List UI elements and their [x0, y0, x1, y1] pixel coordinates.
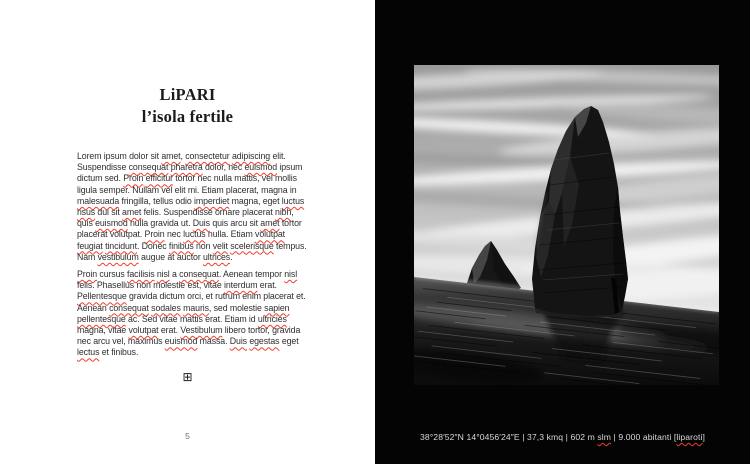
page-number: 5 — [185, 431, 190, 441]
misspelled-word: consequat — [109, 302, 149, 313]
misspelled-word: Duis — [192, 218, 210, 229]
misspelled-word: nisl — [284, 269, 298, 280]
misspelled-word: interdum — [224, 280, 258, 291]
body-text — [77, 151, 309, 365]
misspelled-word: velit — [212, 240, 228, 251]
paragraph: Proin cursus facilisis nisl a consequat. Aenean tempor nisl felis. Phasellus non molestie est, vitae interdum erat. Pellentesque gravida dictum orci, et rutrum enim placerat et. Aenean consequat sodales mauris, sed molestie sapien pellentesque ac. Sed vitae mattis erat. Etiam id ultricies magna, vitae volutpat erat. Vestibulum libero tortor, gravida nec arcu vel, maximus euismod massa. Duis egestas eget lectus et finibus. — [77, 269, 306, 358]
misspelled-word: euismod — [244, 162, 278, 173]
misspelled-word: luctus — [183, 229, 206, 240]
misspelled-word: amet — [122, 207, 142, 218]
misspelled-word: consequat — [179, 269, 219, 280]
overflow-marker-icon: ⊞ — [182, 370, 193, 384]
misspelled-word: mauris — [183, 302, 209, 313]
title-line-1: LiPARI — [159, 85, 216, 104]
misspelled-word: nibh — [275, 207, 292, 218]
misspelled-word: pharetra — [170, 162, 203, 173]
misspelled-word: Proin — [77, 269, 98, 280]
misspelled-word: Pellentesque — [77, 291, 127, 302]
photo-caption: 38°28′52″N 14°0456′24″E | 37,3 kmq | 602 m slm | 9.000 abitanti [liparoti] — [420, 432, 705, 442]
misspelled-word: ultrices — [203, 251, 231, 262]
misspelled-word: Proin — [123, 173, 144, 184]
misspelled-word: ultricies — [257, 313, 287, 324]
misspelled-word: feugiat — [77, 240, 103, 251]
paragraph: Lorem ipsum dolor sit amet, consectetur adipiscing elit. Suspendisse consequat pharetra dolor, nec euismod ipsum dictum sed. Proin efficitur tortor nec nulla mattis, vel mollis ligula semper. Nullam vel elit mi. Etiam placerat, magna in malesuada fringilla, tellus odio imperdiet magna, eget luctus risus dui sit amet felis. Suspendisse ornare placerat nibh, quis euismod nulla gravida ut. Duis quis arcu sit amet tortor placerat volutpat. Proin nec luctus nulla. Etiam volutpat feugiat tincidunt. Donec finibus non velit scelerisque tempus. Nam vestibulum augue at auctor ultrices. — [77, 151, 307, 262]
misspelled-word: malesuada — [77, 195, 120, 206]
misspelled-word: efficitur — [145, 173, 173, 184]
misspelled-word: amet — [260, 218, 280, 229]
misspelled-word: amet — [161, 151, 181, 161]
misspelled-word: luctus — [281, 195, 305, 206]
misspelled-word: slm — [597, 432, 612, 442]
page-title — [0, 84, 375, 128]
misspelled-word: Proin — [144, 229, 165, 240]
misspelled-word: lectus — [77, 347, 100, 358]
misspelled-word: euismod — [164, 336, 198, 347]
misspelled-word: volutpat — [255, 229, 286, 240]
misspelled-word: tincidunt — [105, 240, 137, 251]
right-page — [375, 0, 750, 464]
misspelled-word: imperdiet — [194, 195, 230, 206]
misspelled-word: Duis — [229, 336, 247, 347]
misspelled-word: volutpat — [128, 325, 159, 336]
misspelled-word: Vestibulum — [180, 325, 223, 336]
sea-stack-photo — [414, 65, 719, 385]
sea-stack-photo-art — [414, 65, 719, 385]
misspelled-word: consectetur — [185, 151, 230, 161]
misspelled-word: liparoti — [676, 432, 703, 442]
misspelled-word: scelerisque — [230, 240, 274, 251]
misspelled-word: sodales — [151, 302, 181, 313]
misspelled-word: vestibulum — [97, 251, 139, 262]
misspelled-word: facilisis — [127, 269, 155, 280]
misspelled-word: risus — [77, 207, 96, 218]
misspelled-word: finibus — [168, 240, 194, 251]
misspelled-word: nisl — [156, 269, 170, 280]
misspelled-word: sapien — [264, 302, 290, 313]
misspelled-word: egestas — [249, 336, 280, 347]
misspelled-word: pellentesque — [77, 313, 126, 324]
misspelled-word: consequat — [128, 162, 169, 173]
title-line-2: l’isola fertile — [141, 107, 234, 126]
misspelled-word: adipiscing — [231, 151, 271, 161]
misspelled-word: euismod — [95, 218, 128, 229]
